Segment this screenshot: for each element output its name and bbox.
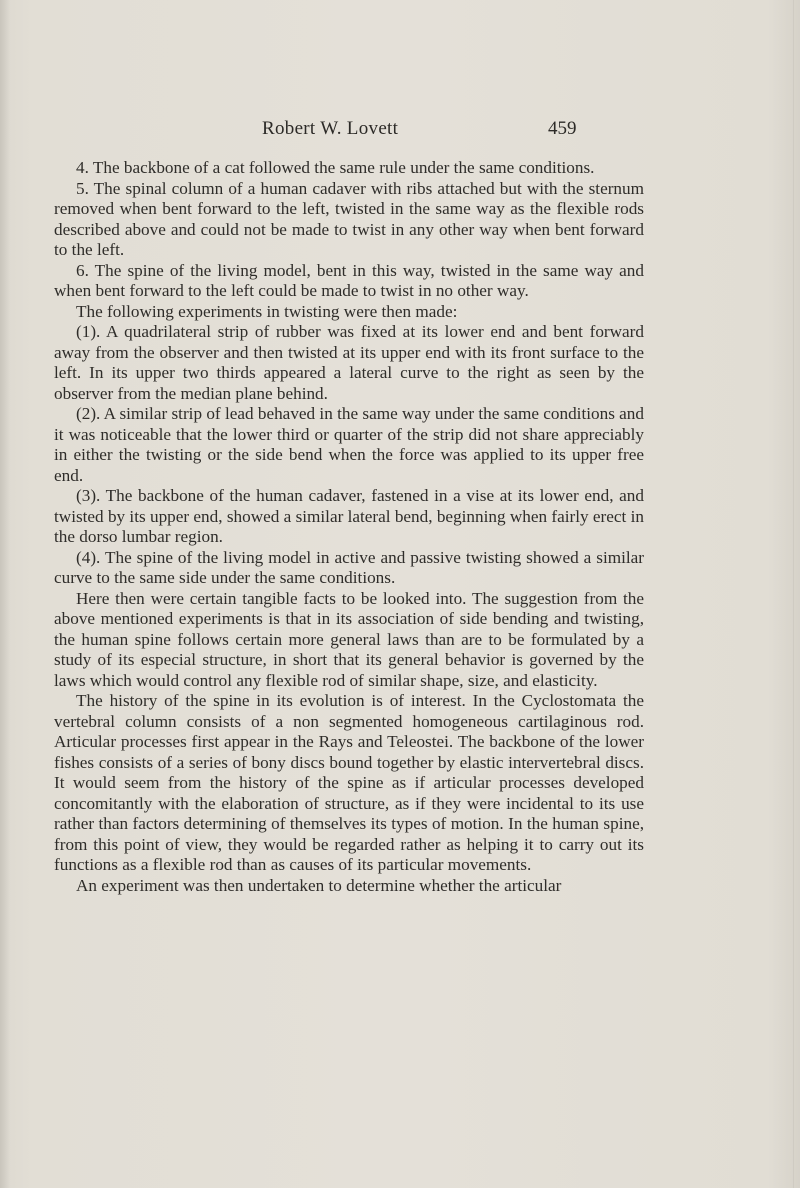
paragraph-item-4: 4. The backbone of a cat followed the same rule under the same conditions.: [76, 158, 595, 177]
paragraph-experiment-1: (1). A quadrilateral strip of rubber was fixed at its lower end and bent forward away from the observer and then twisted at its upper end with its front surface to the left. In its upper two thirds appeared a lateral curve to the right as seen by the observer from the median plane behind.: [54, 322, 644, 403]
paragraph-experiments-intro: The following experiments in twisting were then made:: [76, 301, 458, 321]
paragraph-tangible-facts: Here then were certain tangible facts to be looked into. The suggestion from the above mentioned experiments is that in its association of side bending and twisting, the human spine follows certain more general laws than are to be formulated by a study of its especial structure, in short that its general behavior is governed by the laws which would control any flexible rod of similar shape, size, and elasticity.: [54, 588, 644, 690]
running-head-author: Robert W. Lovett: [262, 118, 399, 139]
body-text: [54, 158, 644, 896]
paragraph-experiment-articular: An experiment was then undertaken to determine whether the articular: [76, 875, 562, 895]
binding-shadow: [0, 0, 10, 1188]
page-number: 459: [548, 118, 577, 139]
paragraph-experiment-2: (2). A similar strip of lead behaved in the same way under the same conditions and it was noticeable that the lower third or quarter of the strip did not share appreciably in either the twisting or the side bend when the force was applied to its upper free end.: [54, 404, 644, 485]
paragraph-spine-history: The history of the spine in its evolution is of interest. In the Cyclostomata the vertebral column consists of a non segmented homogeneous cartilaginous rod. Articular processes first appear in the Rays and Teleostei. The backbone of the lower fishes consists of a series of bony discs bound together by elastic intervertebral discs. It would seem from the history of the spine as if articular processes developed concomitantly with the elaboration of structure, as if they were incidental to its use rather than factors determining of themselves its types of motion. In the human spine, from this point of view, they would be regarded rather as helping it to carry out its functions as a flexible rod than as causes of its particular movements.: [54, 691, 644, 874]
paragraph-experiment-4: (4). The spine of the living model in active and passive twisting showed a similar curve to the same side under the same conditions.: [54, 547, 644, 587]
paragraph-item-5: 5. The spinal column of a human cadaver with ribs attached but with the sternum removed when bent forward to the left, twisted in the same way as the flexible rods described above and could not be made to twist in any other way when bent forward to the left.: [54, 178, 644, 259]
paragraph-experiment-3: (3). The backbone of the human cadaver, fastened in a vise at its lower end, and twisted by its upper end, showed a similar lateral bend, beginning when fairly erect in the dorso lumbar region.: [54, 486, 644, 546]
running-head: [0, 118, 800, 142]
page-edge: [793, 0, 794, 1188]
paragraph-item-6: 6. The spine of the living model, bent in this way, twisted in the same way and when bent forward to the left could be made to twist in no other way.: [54, 260, 644, 300]
